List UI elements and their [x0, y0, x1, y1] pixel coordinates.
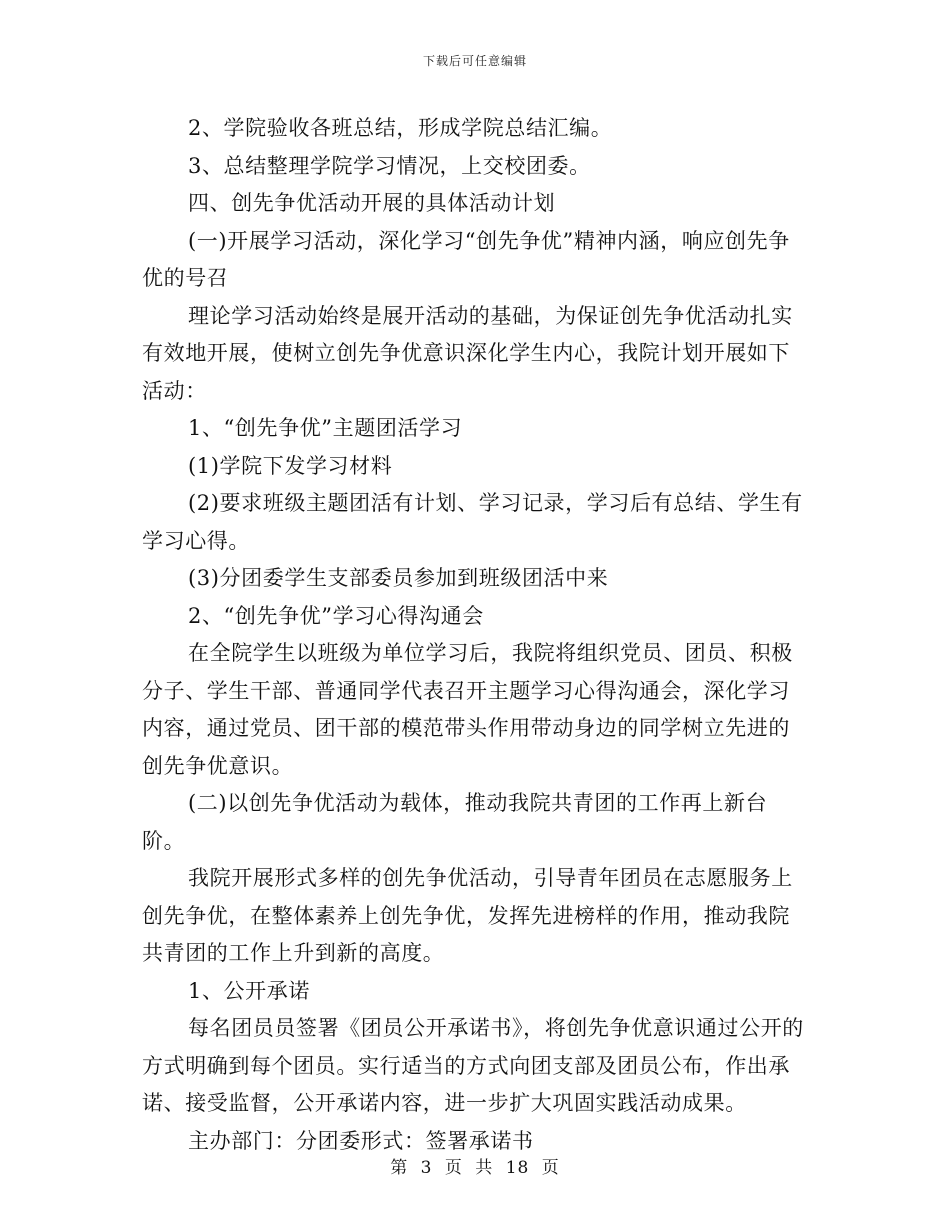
section-heading: 四、创先争优活动开展的具体活动计划 — [188, 191, 556, 215]
paragraph: 在全院学生以班级为单位学习后，我院将组织党员、团员、积极分子、学生干部、普通同学代表召开主题学习心得沟通会，深化学习内容，通过党员、团干部的模范带头作用带动身边的同学树立先进的创先争优意识。 — [142, 641, 793, 778]
subsection-heading: (一)开展学习活动，深化学习“创先争优”精神内涵，响应创先争优的号召 — [142, 228, 790, 290]
list-item: (2)要求班级主题团活有计划、学习记录，学习后有总结、学生有学习心得。 — [142, 491, 803, 553]
document-body — [142, 110, 810, 1160]
paragraph: 理论学习活动始终是展开活动的基础，为保证创先争优活动扎实有效地开展，使树立创先争优意识深化学生内心，我院计划开展如下活动： — [142, 303, 793, 403]
list-item: (3)分团委学生支部委员参加到班级团活中来 — [188, 566, 609, 590]
list-item-heading: 2、“创先争优”学习心得沟通会 — [188, 603, 484, 628]
paragraph: 3、总结整理学院学习情况，上交校团委。 — [188, 153, 591, 178]
list-item: (1)学院下发学习材料 — [188, 453, 393, 478]
paragraph: 2、学院验收各班总结，形成学院总结汇编。 — [188, 116, 613, 140]
page-number-footer: 第 3 页 共 18 页 — [390, 1158, 560, 1178]
paragraph: 我院开展形式多样的创先争优活动，引导青年团员在志愿服务上创先争优，在整体素养上创先争优，发挥先进榜样的作用，推动我院共青团的工作上升到新的高度。 — [142, 866, 793, 965]
paragraph: 每名团员员签署《团员公开承诺书》，将创先争优意识通过公开的方式明确到每个团员。实行适当的方式向团支部及团员公布，作出承诺、接受监督，公开承诺内容，进一步扩大巩固实践活动成果。 — [142, 1016, 804, 1115]
page-header: 下载后可任意编辑 — [422, 54, 527, 68]
list-item-heading: 1、公开承诺 — [188, 978, 310, 1003]
list-item-heading: 1、“创先争优”主题团活学习 — [188, 416, 463, 440]
paragraph: 主办部门：分团委形式：签署承诺书 — [188, 1128, 534, 1153]
subsection-heading: (二)以创先争优活动为载体，推动我院共青团的工作再上新台阶。 — [142, 791, 768, 853]
